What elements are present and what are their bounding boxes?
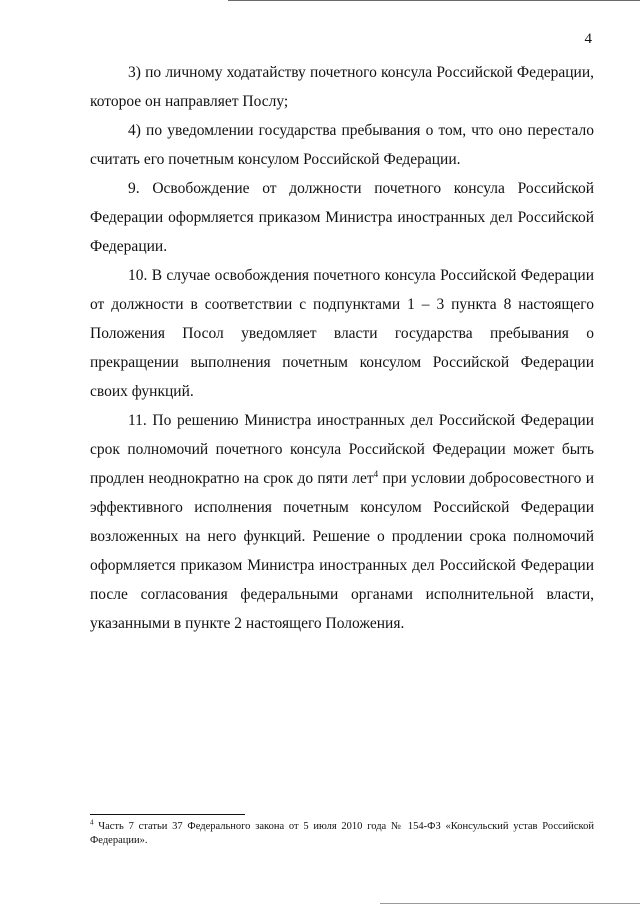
paragraph-item-9: 9. Освобождение от должности почетного консула Российской Федерации оформляется приказом Министра иностранных дел Российской Федерации. xyxy=(90,180,594,255)
footnote-text: Часть 7 статьи 37 Федерального закона от 5 июля 2010 года № 154-ФЗ «Консульский устав Российской Федерации». xyxy=(90,821,594,846)
paragraph-item-10: 10. В случае освобождения почетного консула Российской Федерации от должности в соответствии с подпунктами 1 – 3 пункта 8 настоящего Положения Посол уведомляет власти государства пребывания о прекращении выполнения почетным консулом Российской Федерации своих функций. xyxy=(90,267,594,400)
paragraph-item-11 xyxy=(90,406,594,638)
scan-edge-bottom xyxy=(380,903,640,904)
footnote-reference: 4 xyxy=(373,468,379,479)
scan-edge-top xyxy=(228,0,640,1)
paragraph-subitem-4: 4) по уведомлении государства пребывания о том, что оно перестало считать его почетным консулом Российской Федерации. xyxy=(90,122,594,168)
paragraph-item-11-text-before: 11. По решению Министра иностранных дел Российской Федерации срок полномочий почетного консула Российской Федерации может быть продлен неоднократно на срок до пяти лет xyxy=(90,412,594,487)
footnote-separator xyxy=(90,814,245,815)
page-number: 4 xyxy=(584,31,592,47)
paragraph-item-11-text-after: при условии добросовестного и эффективного исполнения почетным консулом Российской Федерации возложенных на него функций. Решение о продлении срока полномочий оформляется приказом Министра иностранных дел Российской Федерации после согласования федеральными органами исполнительной власти, указанными в пункте 2 настоящего Положения. xyxy=(90,470,595,632)
footnote xyxy=(90,820,594,848)
paragraph-subitem-3: 3) по личному ходатайству почетного консула Российской Федерации, которое он направляет Послу; xyxy=(90,64,594,110)
document-body xyxy=(90,58,594,638)
footnote-marker: 4 xyxy=(90,818,94,827)
